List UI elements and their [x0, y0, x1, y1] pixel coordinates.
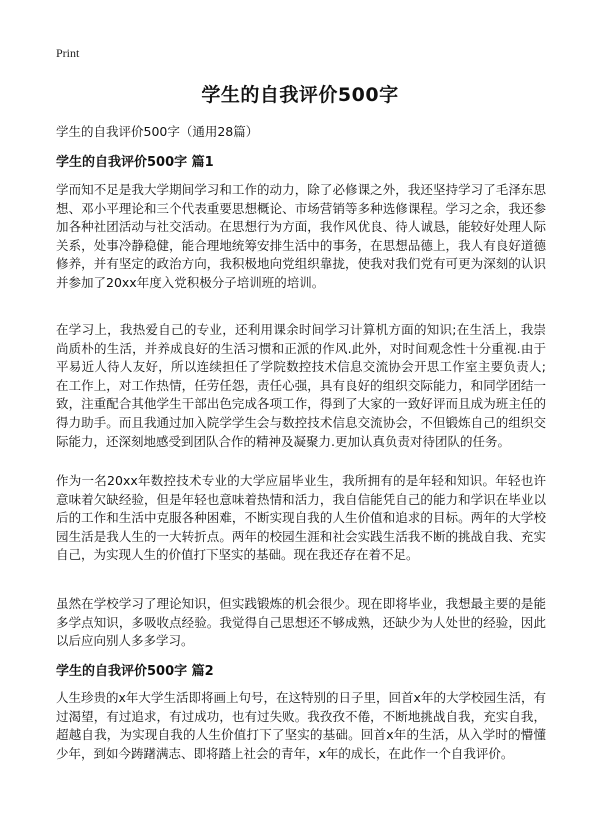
paragraph: 在学习上，我热爱自己的专业，还利用课余时间学习计算机方面的知识;在生活上，我崇尚质朴的生活，并养成良好的生活习惯和正派的作风.此外，对时间观念性十分重视.由于平易近人待人友好，所以连续担任了学院数控技术信息交流协会开思工作室主要负责人;在工作上，对工作热情，任劳任怨，责任心强，具有良好的组织交际能力，和同学团结一致，注重配合其他学生干部出色完成各项工作，得到了大家的一致好评而且成为班主任的得力助手。而且我通过加入院学学生会与数控技术信息交流协会，不但锻炼自己的组织交际能力，还深刻地感受到团队合作的精神及凝聚力.更加认真负责对待团队的任务。 [56, 322, 546, 449]
print-link[interactable]: Print [56, 46, 80, 60]
page-title: 学生的自我评价500字 [201, 84, 399, 106]
page-subtitle: 学生的自我评价500字（通用28篇） [56, 124, 259, 139]
paragraph: 人生珍贵的x年大学生活即将画上句号，在这特别的日子里，回首x年的大学校园生活，有过渴望，有过追求，有过成功，也有过失败。我孜孜不倦，不断地挑战自我，充实自我，超越自我，为实现自我的人生价值打下了坚实的基础。回首x年的生活，从入学时的懵懂少年，到如今踌躇满志、即将踏上社会的青年，x年的成长，在此作一个自我评价。 [56, 690, 546, 761]
paragraph: 学而知不足是我大学期间学习和工作的动力，除了必修课之外，我还坚持学习了毛泽东思想、邓小平理论和三个代表重要思想概论、市场营销等多种选修课程。学习之余，我还参加各种社团活动与社交活动。在思想行为方面，我作风优良、待人诚恳，能较好处理人际关系，处事冷静稳健，能合理地统筹安排生活中的事务，在思想品德上，我人有良好道德修养，并有坚定的政治方向，我积极地向党组织靠拢，使我对我们党有可更为深刻的认识并参加了20xx年度入党积极分子培训班的培训。 [56, 182, 546, 290]
paragraph: 虽然在学校学习了理论知识，但实践锻炼的机会很少。现在即将毕业，我想最主要的是能多学点知识，多吸收点经验。我觉得自己思想还不够成熟，还缺少为人处世的经验，因此以后应向别人多多学习。 [56, 596, 546, 649]
section-heading-2: 学生的自我评价500字 篇2 [56, 664, 214, 679]
paragraph: 作为一名20xx年数控技术专业的大学应届毕业生，我所拥有的是年轻和知识。年轻也许意味着欠缺经验，但是年轻也意味着热情和活力，我自信能凭自己的能力和学识在毕业以后的工作和生活中克服各种困难，不断实现自我的人生价值和追求的目标。两年的大学校园生活是我人生的一大转折点。两年的校园生涯和社会实践生活我不断的挑战自我、充实自己，为实现人生的价值打下坚实的基础。现在我还存在着不足。 [56, 473, 546, 563]
section-heading-1: 学生的自我评价500字 篇1 [56, 155, 214, 170]
